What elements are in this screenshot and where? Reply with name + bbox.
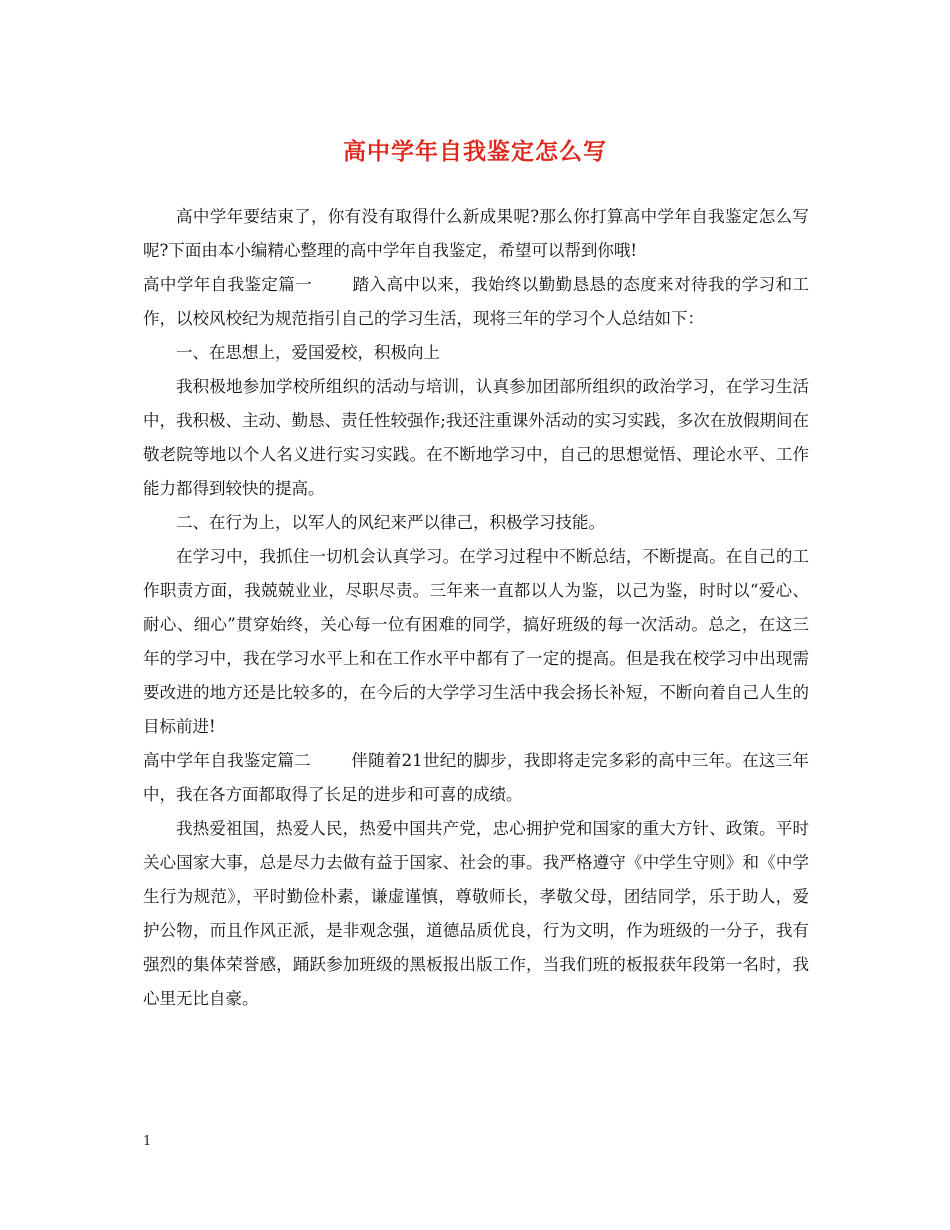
- intro-paragraph: 高中学年要结束了，你有没有取得什么新成果呢?那么你打算高中学年自我鉴定怎么写呢?下面由本小编精心整理的高中学年自我鉴定，希望可以帮到你哦!: [143, 207, 809, 260]
- section-two-paragraph-one: 我热爱祖国，热爱人民，热爱中国共产党，忠心拥护党和国家的重大方针、政策。平时关心国家大事，总是尽力去做有益于国家、社会的事。我严格遵守《中学生守则》和《中学生行为规范》，平时勤俭朴素，谦虚谨慎，尊敬师长，孝敬父母，团结同学，乐于助人，爱护公物，而且作风正派，是非观念强，道德品质优良，行为文明，作为班级的一分子，我有强烈的集体荣誉感，踊跃参加班级的黑板报出版工作，当我们班的板报获年段第一名时，我心里无比自豪。: [143, 819, 809, 1008]
- section-one-paragraph: [143, 268, 809, 336]
- section-two-paragraph: [143, 744, 809, 812]
- section-one-lead: 踏入高中以来，我始终以勤勤恳恳的态度来对待我的学习和工作，以校风校纪为规范指引自己的学习生活，现将三年的学习个人总结如下：: [143, 275, 810, 328]
- section-one-heading: 高中学年自我鉴定篇一: [143, 275, 313, 294]
- section-one-paragraph-two: 在学习中，我抓住一切机会认真学习。在学习过程中不断总结，不断提高。在自己的工作职责方面，我兢兢业业，尽职尽责。三年来一直都以人为鉴，以己为鉴，时时以“爱心、耐心、细心”贯穿始终，关心每一位有困难的同学，搞好班级的每一次活动。总之，在这三年的学习中，我在学习水平上和在工作水平中都有了一定的提高。但是我在校学习中出现需要改进的地方还是比较多的，在今后的大学学习生活中我会扬长补短，不断向着自己人生的目标前进!: [143, 547, 809, 736]
- document-body: [143, 200, 809, 1016]
- section-two-lead: 伴随着21世纪的脚步，我即将走完多彩的高中三年。在这三年中，我在各方面都取得了长足的进步和可喜的成绩。: [143, 751, 810, 804]
- section-two-heading: 高中学年自我鉴定篇二: [143, 751, 311, 770]
- section-one-paragraph-one: 我积极地参加学校所组织的活动与培训，认真参加团部所组织的政治学习，在学习生活中，我积极、主动、勤恳、责任性较强作;我还注重课外活动的实习实践，多次在放假期间在敬老院等地以个人名义进行实习实践。在不断地学习中，自己的思想觉悟、理论水平、工作能力都得到较快的提高。: [143, 377, 809, 498]
- section-one-point-one: 一、在思想上，爱国爱校，积极向上: [176, 343, 440, 362]
- section-one-point-two: 二、在行为上，以军人的风纪来严以律己，积极学习技能。: [176, 513, 605, 532]
- document-title: 高中学年自我鉴定怎么写: [343, 138, 607, 165]
- page-number: 1: [143, 1134, 152, 1149]
